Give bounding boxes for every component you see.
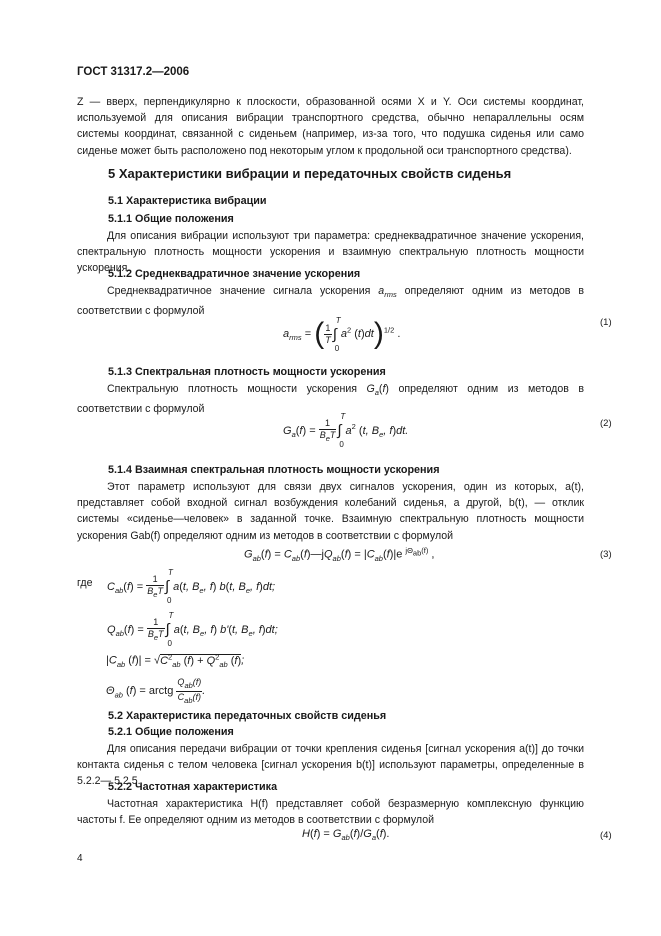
section-5-1-4-heading: 5.1.4 Взаимная спектральная плотность мощности ускорения xyxy=(108,464,440,476)
paragraph-5-1-3: Спектральную плотность мощности ускорения $G_a(f)$ определяют одним из методов в соответствии с формулой xyxy=(77,383,584,416)
section-5-2-heading: 5.2 Характеристика передаточных свойств сиденья xyxy=(108,710,387,722)
formula-2: $G_a(f)$ = $\frac{1}{B_eT}$ ∫ T 0 $a^2$ (t, $B_e$, f)dt. xyxy=(283,412,409,450)
equation-number-1: (1) xyxy=(600,317,612,328)
paragraph-5-1-4: Этот параметр используют для связи двух сигналов ускорения, один из которых, a(t), представляет собой входной сигнал возбуждения колебаний сиденья, а другой, b(t), — отклик системы «сиденье—человек» в заданной точке. Взаимную спектральную плотность мощности ускорения Gab(f) определяют одним из методов в соответствии с формулой xyxy=(77,481,584,542)
section-5-2-1-heading: 5.2.1 Общие положения xyxy=(108,726,234,738)
formula-theta: $\Theta_{ab}$ (f) = arctg $\frac{Q_{ab}(f)}{C_{ab}(f)}$ . xyxy=(106,677,206,705)
intro-paragraph: Z — вверх, перпендикулярно к плоскости, образованной осями X и Y. Оси системы координат, используемой для описания вибрации транспортного средства, обычно непараллельны осям системы координат, связанной с сиденьем (например, из-за того, что подушка сиденья или само сиденье может быть расположено под некоторым углом к продольной оси транспортного средства). xyxy=(77,96,584,157)
formula-3: $G_{ab}(f)$ = $C_{ab}(f)—jQ_{ab}(f) = |C_{ab}(f)|e$ $^{j\Theta_{ab}(f)}$ , xyxy=(244,546,435,563)
section-5-heading: 5 Характеристики вибрации и передаточных свойств сиденья xyxy=(108,166,512,181)
formula-qab: $Q_{ab}(f)$ = $\frac{1}{B_eT}$ ∫ T 0 a(t, $B_e$, f) b'(t, $B_e$, f)dt; xyxy=(107,611,278,649)
section-5-1-2-heading: 5.1.2 Среднеквадратичное значение ускорения xyxy=(108,268,361,280)
formula-cab: $C_{ab}(f)$ = $\frac{1}{B_eT}$ ∫ T 0 a(t, $B_e$, f) b(t, $B_e$, f)dt; xyxy=(107,568,276,606)
paragraph-5-1-1: Для описания вибрации используют три параметра: среднеквадратичное значение ускорения, спектральную плотность мощности ускорения и взаимную спектральную плотность мощности ускорения. xyxy=(77,230,584,275)
document-header: ГОСТ 31317.2—2006 xyxy=(77,66,190,78)
formula-abs-cab: $|C_{ab}$ $(f)| = √C^2_{ab}$ $(f) + Q^2_{ab}$ (f); xyxy=(106,652,245,669)
section-5-1-heading: 5.1 Характеристика вибрации xyxy=(108,195,267,207)
section-5-2-2-heading: 5.2.2 Частотная характеристика xyxy=(108,781,278,793)
section-5-1-3-heading: 5.1.3 Спектральная плотность мощности ускорения xyxy=(108,366,386,378)
section-5-1-1-heading: 5.1.1 Общие положения xyxy=(108,213,234,225)
formula-4: $H(f) = G_{ab}(f)/G_a(f)$. xyxy=(302,828,390,843)
paragraph-5-2-2: Частотная характеристика H(f) представляет собой безразмерную комплексную функцию частоты f. Ее определяют одним из методов в соответствии с формулой xyxy=(77,798,584,827)
equation-number-3: (3) xyxy=(600,549,612,560)
page-number: 4 xyxy=(77,853,83,864)
paragraph-5-1-2: Среднеквадратичное значение сигнала ускорения $a_{rms}$ определяют одним из методов в соответствии с формулой xyxy=(77,285,584,318)
formula-1: $a_{rms}$ = ( $\frac{1}{T}$ ∫ T 0 $a^2$ (t)dt)$^{1/2}$ . xyxy=(283,315,401,353)
equation-number-2: (2) xyxy=(600,418,612,429)
paragraph-5-2-1: Для описания передачи вибрации от точки крепления сиденья [сигнал ускорения a(t)] до точки контакта сиденья с телом человека [сигнал ускорения b(t)] используют параметры, определенные в 5.2.2— 5.2.5. xyxy=(77,743,584,788)
where-label: где xyxy=(77,577,93,589)
equation-number-4: (4) xyxy=(600,830,612,841)
